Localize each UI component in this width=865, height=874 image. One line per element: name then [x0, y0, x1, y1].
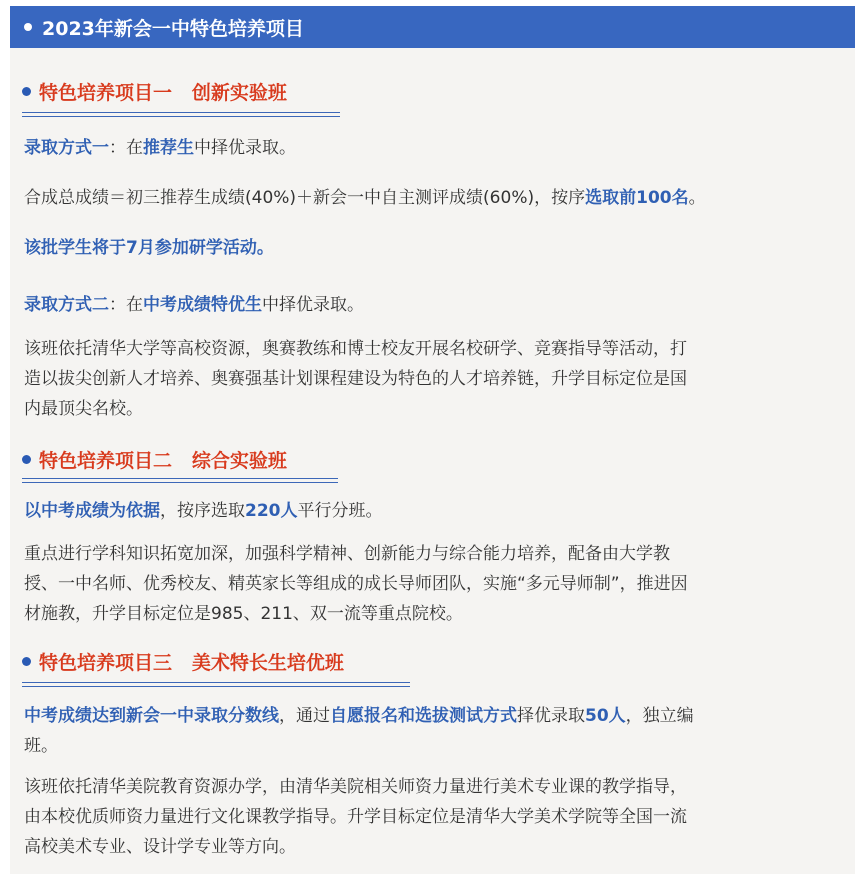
page-title: 2023年新会一中特色培养项目 [42, 17, 304, 40]
text: 授、一中名师、优秀校友、精英家长等组成的成长导师团队，实施“多元导师制”，推进因 [24, 574, 688, 594]
text: 平行分班。 [297, 501, 383, 521]
section-2-title-text: 特色培养项目二 综合实验班 [39, 450, 287, 472]
bullet-icon [24, 23, 32, 31]
text: 择优录取 [517, 706, 585, 726]
text: 班。 [24, 736, 58, 756]
double-underline [22, 682, 410, 687]
text: 高校美术专业、设计学专业等方向。 [24, 837, 296, 857]
section-1-title [22, 78, 287, 105]
admission-method-2 [24, 290, 834, 320]
double-underline [22, 112, 340, 117]
text: 内最顶尖名校。 [24, 399, 143, 419]
bullet-icon [22, 87, 31, 96]
section-1-description [24, 334, 834, 424]
count-highlight: 50人 [585, 706, 626, 726]
section-1-title-text: 特色培养项目一 创新实验班 [39, 82, 287, 104]
text: ：在 [109, 295, 143, 315]
basis-highlight: 以中考成绩为依据 [24, 501, 160, 521]
score-line-highlight: 中考成绩达到新会一中录取分数线 [24, 706, 279, 726]
method-1-label: 录取方式一 [24, 138, 109, 158]
count-highlight: 220人 [245, 501, 298, 521]
text: 材施教，升学目标定位是985、211、双一流等重点院校。 [24, 604, 463, 624]
method-2-highlight: 中考成绩特优生 [143, 295, 262, 315]
text: 中择优录取。 [262, 295, 364, 315]
text: 合成总成绩＝初三推荐生成绩(40%)＋新会一中自主测评成绩(60%)，按序 [24, 188, 586, 208]
text: 。 [688, 188, 706, 208]
section-3-rule [24, 701, 834, 761]
section-3-title [22, 648, 344, 675]
section-2-basis [24, 496, 834, 526]
text: 重点进行学科知识拓宽加深，加强科学精神、创新能力与综合能力培养，配备由大学教 [24, 544, 670, 564]
method-2-label: 录取方式二 [24, 295, 109, 315]
text: ：在 [109, 138, 143, 158]
double-underline [22, 478, 338, 483]
section-2-description [24, 539, 834, 629]
method-1-highlight: 推荐生 [143, 138, 194, 158]
text: ，按序选取 [160, 501, 245, 521]
section-3-description [24, 772, 834, 862]
text: 该班依托清华美院教育资源办学，由清华美院相关师资力量进行美术专业课的教学指导， [24, 777, 687, 797]
text: 由本校优质师资力量进行文化课教学指导。升学目标定位是清华大学美术学院等全国一流 [24, 807, 687, 827]
text: 该班依托清华大学等高校资源，奥赛教练和博士校友开展名校研学、竞赛指导等活动，打 [24, 339, 687, 359]
study-activity-note: 该批学生将于7月参加研学活动。 [24, 238, 274, 258]
text: 中择优录取。 [194, 138, 296, 158]
text: ，独立编 [625, 706, 694, 726]
text: 造以拔尖创新人才培养、奥赛强基计划课程建设为特色的人才培养链，升学目标定位是国 [24, 369, 687, 389]
section-3-title-text: 特色培养项目三 美术特长生培优班 [39, 652, 344, 674]
page-header [10, 6, 855, 48]
text: ，通过 [279, 706, 330, 726]
score-formula [24, 183, 834, 213]
bullet-icon [22, 455, 31, 464]
admission-method-1 [24, 133, 834, 163]
section-2-title [22, 446, 287, 473]
top-100-highlight: 选取前100名 [585, 188, 689, 208]
selection-method-highlight: 自愿报名和选拔测试方式 [330, 706, 517, 726]
bullet-icon [22, 657, 31, 666]
